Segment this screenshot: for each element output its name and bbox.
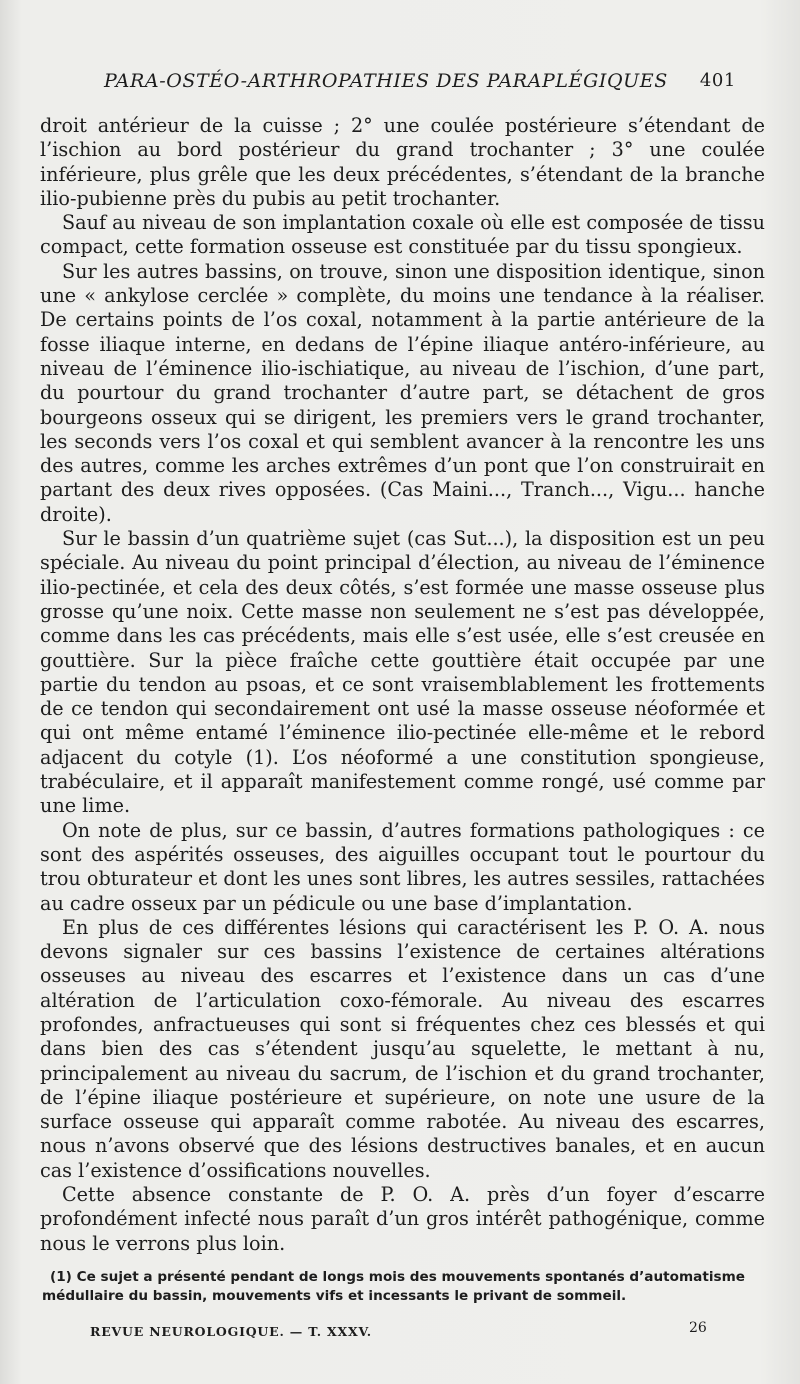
running-title: PARA-OSTÉO-ARTHROPATHIES DES PARAPLÉGIQUES xyxy=(104,70,668,92)
paragraph: Sur le bassin d’un quatrième sujet (cas Sut...), la disposition est un peu spéciale. Au niveau du point principal d’élection, au niveau de l’éminence ilio-pectinée, et cela des deux côtés, s’est formée une masse osseuse plus grosse qu’une noix. Cette masse non seulement ne s’est pas développée, comme dans les cas précédents, mais elle s’est usée, elle s’est creusée en gouttière. Sur la pièce fraîche cette gouttière était occupée par une partie du tendon au psoas, et ce sont vraisemblablement les frottements de ce tendon qui secondairement ont usé la masse osseuse néoformée et qui ont même entamé l’éminence ilio-pectinée elle-même et le rebord adjacent du cotyle (1). L’os néoformé a une constitution spongieuse, trabéculaire, et il apparaît manifestement comme rongé, usé comme par une lime. xyxy=(40,527,765,818)
paragraph-continuation: droit antérieur de la cuisse ; 2° une coulée postérieure s’étendant de l’ischion au bord postérieur du grand trochanter ; 3° une coulée inférieure, plus grêle que les deux précédentes, s’étendant de la branche ilio-pubienne près du pubis au petit trochanter. xyxy=(40,114,765,210)
body-text xyxy=(40,114,765,1256)
page-number: 401 xyxy=(699,70,736,91)
running-head xyxy=(104,70,744,104)
paragraph: En plus de ces différentes lésions qui caractérisent les P. O. A. nous devons signaler sur ces bassins l’existence de certaines altérations osseuses au niveau des escarres et l’existence dans un cas d’une altération de l’articulation coxo-fémorale. Au niveau des escarres profondes, anfractueuses qui sont si fréquentes chez ces blessés et qui dans bien des cas s’étendent jusqu’au squelette, le mettant à nu, principalement au niveau du sacrum, de l’ischion et du grand trochanter, de l’épine iliaque postérieure et supérieure, on note une usure de la surface osseuse qui apparaît comme rabotée. Au niveau des escarres, nous n’avons observé que des lésions destructives banales, et en aucun cas l’existence d’ossifications nouvelles. xyxy=(40,915,765,1182)
paragraph: Sauf au niveau de son implantation coxale où elle est composée de tissu compact, cette formation osseuse est constituée par du tissu spongieux. xyxy=(40,211,765,259)
paragraph: On note de plus, sur ce bassin, d’autres formations pathologiques : ce sont des aspérités osseuses, des aiguilles occupant tout le pourtour du trou obturateur et dont les unes sont libres, les autres sessiles, rattachées au cadre osseux par un pédicule ou une base d’implantation. xyxy=(40,818,765,915)
signature-mark: 26 xyxy=(689,1320,707,1336)
footnote: (1) Ce sujet a présenté pendant de longs mois des mouvements spontanés d’automatisme médullaire du bassin, mouvements vifs et incessants le privant de sommeil. xyxy=(42,1269,745,1304)
journal-footer: REVUE NEUROLOGIQUE. — T. XXXV. xyxy=(90,1324,372,1339)
paragraph: Sur les autres bassins, on trouve, sinon une disposition identique, sinon une « ankylose cerclée » complète, du moins une tendance à la réaliser. De certains points de l’os coxal, notamment à la partie antérieure de la fosse iliaque interne, en dedans de l’épine iliaque antéro-inférieure, au niveau de l’éminence ilio-ischiatique, au niveau de l’ischion, d’une part, du pourtour du grand trochanter d’autre part, se détachent de gros bourgeons osseux qui se dirigent, les premiers vers le grand trochanter, les seconds vers l’os coxal et qui semblent avancer à la rencontre les uns des autres, comme les arches extrêmes d’un pont que l’on construirait en partant des deux rives opposées. (Cas Maini..., Tranch..., Vigu... hanche droite). xyxy=(40,259,765,526)
paragraph: Cette absence constante de P. O. A. près d’un foyer d’escarre profondément infecté nous paraît d’un gros intérêt pathogénique, comme nous le verrons plus loin. xyxy=(40,1183,765,1255)
